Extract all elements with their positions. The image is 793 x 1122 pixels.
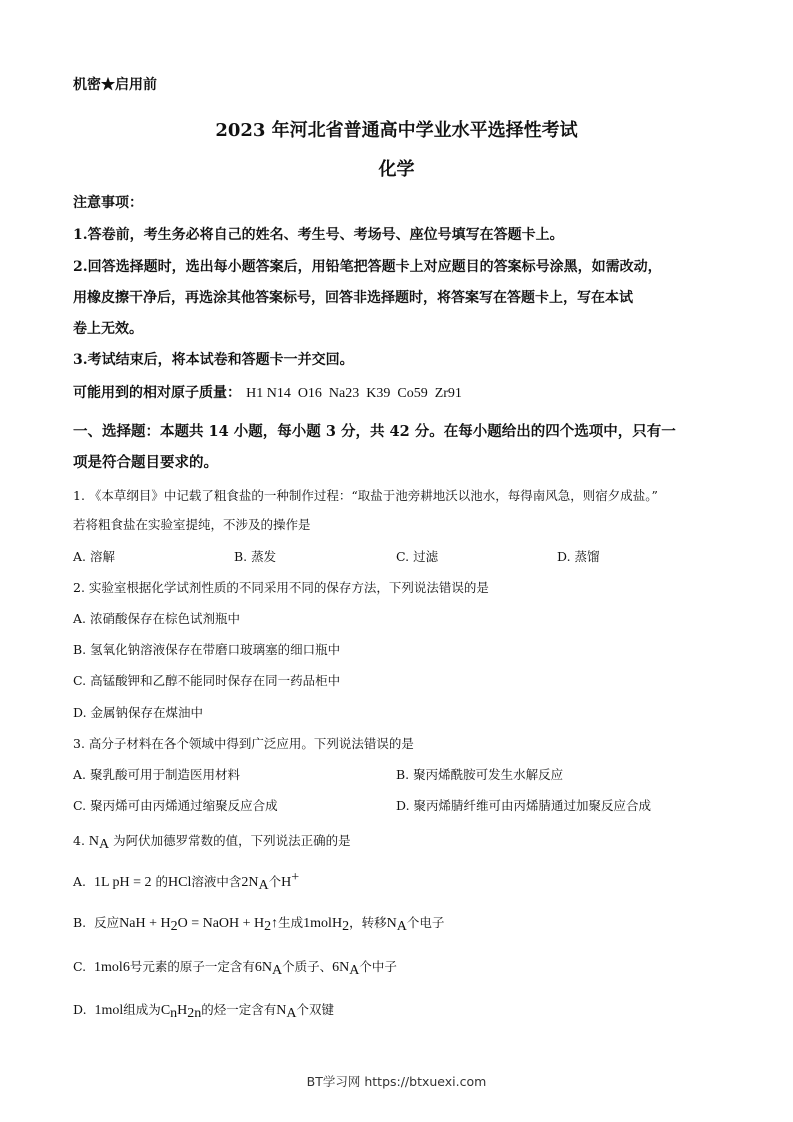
note-item-3: 3.考试结束后，将本试卷和答题卡一并交回。 (73, 352, 354, 368)
q3-option-b: B. 聚丙烯酰胺可发生水解反应 (396, 767, 564, 782)
q3-option-c: C. 聚丙烯可由丙烯通过缩聚反应合成 (73, 798, 278, 813)
footer-watermark[interactable]: BT学习网 https://btxuexi.com (306, 1074, 487, 1089)
q4-option-b: B. 反应NaH + $H_2O$ = NaOH + $H_2↑$生成1molH$_2$，转移$N_A$个电子 (73, 915, 445, 934)
note-item-2-line1: 2.回答选择题时，选出每小题答案后，用铅笔把答题卡上对应题目的答案标号涂黑，如需改动， (73, 259, 662, 275)
q1-option-a: A. 溶解 (73, 549, 115, 564)
q4-option-a: A. 1L pH = 2 的HCl溶液中含$2N_A$个H+ (73, 870, 300, 893)
section1-line2: 项是符合题目要求的。 (73, 454, 218, 471)
atomic-mass-line (73, 382, 462, 402)
q2-option-b: B. 氢氧化钠溶液保存在带磨口玻璃塞的细口瓶中 (73, 642, 341, 657)
q1-option-b: B. 蒸发 (234, 549, 277, 564)
q1-stem-line1: 1. 《本草纲目》中记载了粗食盐的一种制作过程：“取盐于池旁耕地沃以池水，每得南风急，则宿夕成盐。” (73, 488, 658, 503)
atomic-mass-label: 可能用到的相对原子质量： (73, 385, 241, 401)
q1-option-d: D. 蒸馏 (557, 549, 600, 564)
q4-stem: 4. $N_A$ 为阿伏加德罗常数的值，下列说法正确的是 (73, 833, 351, 852)
q2-option-d: D. 金属钠保存在煤油中 (73, 705, 204, 720)
q2-stem: 2. 实验室根据化学试剂性质的不同采用不同的保存方法，下列说法错误的是 (73, 580, 489, 595)
confidential-mark: 机密★启用前 (73, 77, 157, 93)
q2-option-c: C. 高锰酸钾和乙醇不能同时保存在同一药品柜中 (73, 673, 341, 688)
q4-option-c: C. 1mol6号元素的原子一定含有$6N_A$个质子、$6N_A$个中子 (73, 959, 397, 978)
section1-line1: 一、选择题：本题共 14 小题，每小题 3 分，共 42 分。在每小题给出的四个选项中，只有一 (73, 423, 676, 440)
q2-option-a: A. 浓硝酸保存在棕色试剂瓶中 (73, 611, 240, 626)
note-item-1: 1.答卷前，考生务必将自己的姓名、考生号、考场号、座位号填写在答题卡上。 (73, 227, 564, 243)
note-item-2-line2: 用橡皮擦干净后，再选涂其他答案标号，回答非选择题时，将答案写在答题卡上，写在本试 (73, 290, 633, 306)
q1-stem-line2: 若将粗食盐在实验室提纯，不涉及的操作是 (73, 517, 311, 532)
exam-title: 2023 年河北省普通高中学业水平选择性考试 (215, 120, 578, 141)
q3-option-a: A. 聚乳酸可用于制造医用材料 (73, 767, 240, 782)
q4-option-d: D. 1mol组成为$C_nH_{2n}$的烃一定含有$N_A$个双键 (73, 1002, 335, 1021)
q1-option-c: C. 过滤 (396, 549, 439, 564)
notes-heading: 注意事项： (73, 195, 143, 211)
subject-title: 化学 (378, 159, 415, 180)
note-item-2-line3: 卷上无效。 (73, 321, 143, 337)
atomic-mass-values: H1 N14 O16 Na23 K39 Co59 Zr91 (246, 386, 462, 401)
q3-stem: 3. 高分子材料在各个领域中得到广泛应用。下列说法错误的是 (73, 736, 414, 751)
q3-option-d: D. 聚丙烯腈纤维可由丙烯腈通过加聚反应合成 (396, 798, 652, 813)
